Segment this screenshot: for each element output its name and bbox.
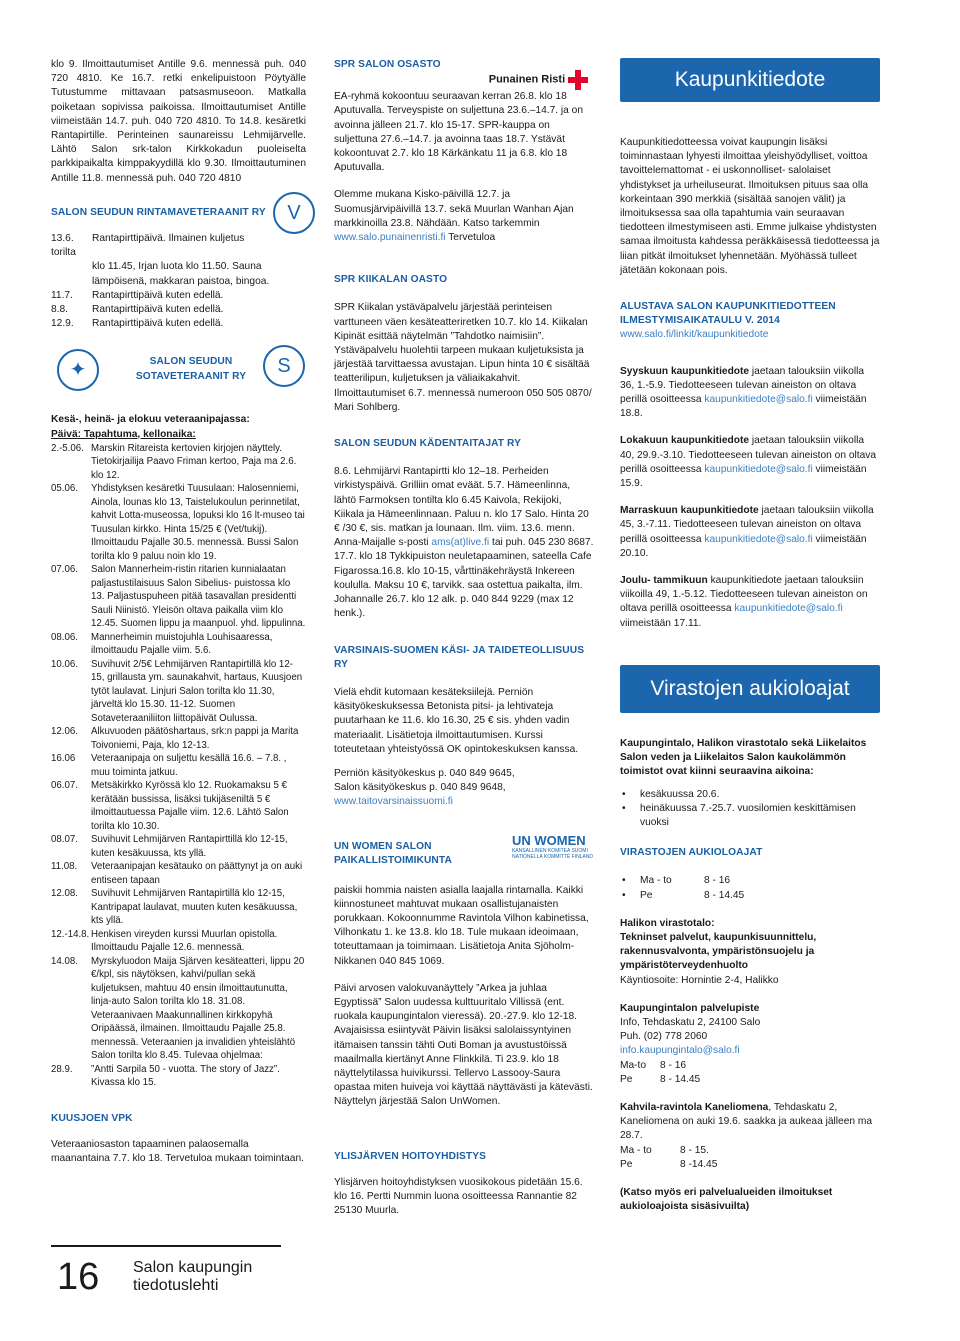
vs-heading: VARSINAIS-SUOMEN KÄSI- JA TAIDETEOLLISUUS RY [334, 644, 585, 670]
page-footer [51, 1245, 281, 1305]
list-item: 28.9. ”Antti Sarpila 50 - vuotta. The story of Jazz”. Kivassa klo 15. [51, 1063, 280, 1089]
schedule-link[interactable]: www.salo.fi/linkit/kaupunkitiedote [620, 329, 769, 341]
list-item: torilta [51, 247, 76, 259]
list-item: 12.9. Rantapirttipäivä kuten edellä. [51, 318, 224, 330]
veteran-badge-icon: ✦ [57, 349, 99, 391]
kiikala-text: SPR Kiikalan ystäväpalvelu järjestää perinteisen varttuneen väen kesäteatteriretken 10.7. klo 14. Kiikalan Kipinät esittää näytelmän ”Tahdotko naimisiin”. Ystäväpalvelu huolehtii tarpeen mukaan kuljetuksista ja järjestää tarvittaessa avustajan. Lipun hinta 10 € sisältää teatterilipun, kuljetuksen ja väliaikakahvit. Ilmoittautumiset 6.7. mennessä numeroon 050 505 0870/ Mari Sohlberg. [334, 302, 592, 413]
list-item: 06.07. Metsäkirkko Kyrössä klo 12. Ruokamaksu 5 € kerätään bussissa, lisäksi tukijäseniltä 5 € ilmoittautuessa Pajalle viim. 12.6. Lähtö Salon torilta klo 10.30. [51, 780, 289, 832]
unwomen-heading-2: PAIKALLISTOIMIKUNTA [334, 854, 452, 866]
kadentaitajat-email[interactable]: ams(at)live.fi [431, 537, 490, 549]
vs-link[interactable]: www.taitovarsinaissuomi.fi [334, 796, 453, 808]
kuusjoki-text: Veteraaniosaston tapaaminen palaosemalla maanantaina 7.7. klo 18. Tervetuloa mukaan toimintaan. [51, 1139, 304, 1165]
list-item: • Pe 8 - 14.45 [620, 889, 880, 903]
list-item: 11.7. Rantapirttipäivä kuten edellä. [51, 289, 224, 301]
palvelupiste-hours: Ma-to 8 - 16 [620, 1059, 687, 1071]
kadentaitajat-heading: SALON SEUDUN KÄDENTAITAJAT RY [334, 438, 522, 450]
list-item: 05.06. Yhdistyksen kesäretki Tuusulaan: Halosenniemi, Ainola, lounas klo 13, Taistelukoulun perinnetilat, kahvit Lotta-museossa, lopuksi klo 16 lt-museo tai Tuusulan kirkko. Hinta 15/25 € (Vet/tukij). Ilmoittaudu Pajalle 30.5. mennessä. Bussi Salon torilta klo 9 paluu noin klo 19. [51, 483, 305, 562]
list-item: 08.07. Suvihuvit Lehmijärven Rantapirttillä klo 12-15, kuten kesäkuussa, kts yllä. [51, 834, 288, 859]
list-item: 07.06. Salon Mannerheim-ristin ritarien kunnialaatan paljastustilaisuus Salon Sibelius- puistossa klo 13. Paljastuspuheen pitää tasavallan presidentti Sauli Niinistö. Yleisön oltava paikalla viim klo 12.45. Suomen lippu ja maanpuol. yhd. lippulinna. [51, 564, 306, 630]
events-list [51, 442, 306, 1090]
palvelupiste-hours: Pe 8 - 14.45 [620, 1073, 701, 1085]
page-number: 16 [57, 1256, 100, 1298]
list-item: 2.-5.06. Marskin Ritareista kertovien kirjojen näyttely. Tietokirjailija Paavo Friman kertoo, Paja ma 2.6. klo 12. [51, 442, 297, 481]
schedule-heading: ALUSTAVA SALON KAUPUNKITIEDOTTEEN ILMESTYMISAIKATAULU V. 2014 [620, 301, 836, 327]
list-item: • kesäkuussa 20.6. [620, 788, 880, 802]
column-left [51, 58, 306, 1166]
sota-heading-1: SALON SEUDUN [149, 356, 233, 368]
unwomen-header [334, 832, 594, 874]
schedule-item: Syyskuun kaupunkitiedote jaetaan talouksiin viikolla 36, 1.-5.9. Tiedotteeseen tulevan aineiston on oltava perillä osoitteessa kaupunkitiedote@salo.fi viimeistään 18.8. [620, 365, 867, 420]
schedule-item: Joulu- tammikuun kaupunkitiedote jaetaan talouksiin viikoilla 49, 1.-5.12. Tiedotteeseen tulevan aineiston on oltava perillä osoitteessa kaupunkitiedote@salo.fi viimeistään 17.11. [620, 575, 868, 629]
unwomen-text-2: Päivi arvosen valokuvanäyttely ”Arkea ja juhlaa Egyptissä” Salon uudessa kulttuuritalo Villissä (ent. ruokala kaupungintalon vieressä). 20.-27.9. klo 12-18. Avajaisissa esiintyvät Päivin lisäksi salolaissyntyinen itämaisen tanssin tähti Outi Boman ja avustustöissä maailmalla kiertänyt Anne Flinkkilä. Ti 23.9. klo 18 näyttelytilassa huivikurssi. Tellervo Lassooy-Saura opastaa miten huiveja voi käyttää näyttävästi ja kätevästi. Näyttelyn järjestää Salon UnWomen. [334, 982, 593, 1108]
email-link[interactable]: kaupunkitiedote@salo.fi [704, 533, 813, 545]
halikko-subheading: Tekninset palvelut, kaupunkisuunnittelu, rakennusvalvonta, ympäristönsuojelu ja ympäristöterveydenhuolto [620, 931, 817, 972]
unwomen-logo: UN WOMEN KANSALLINEN KOMITEA SUOMI NATIONELLA KOMMITTÉ FINLAND [512, 832, 594, 860]
list-item: 8.8. Rantapirttipäivä kuten edellä. [51, 304, 224, 316]
sota-header [51, 341, 306, 399]
footer-rule [51, 1245, 281, 1247]
spr-text: EA-ryhmä kokoontuu seuraavan kerran 26.8. klo 18 Aputuvalla. Terveyspiste on suljettuna 23.6.–14.7. ja on avoinna jälleen 21.7. klo 15-17. SPR-kauppa on suljettuna 27.6.–14.7. ja avoinna taas 18.7. Ystävät kokoontuvat 2.7. klo 18 Kärkänkatu 11 ja 6.8. klo 18 Aputuvalla. [334, 91, 584, 174]
list-item: 08.06. Mannerheimin muistojuhla Louhisaaressa, ilmoittaudu Pajalle viim. 5.6. [51, 631, 273, 657]
list-item: 12.08. Suvihuvit Lehmijärven Rantapirtillä klo 12-15, Kantripapat laulavat, muuten kuten kesäkuussa, kts yllä. [51, 888, 298, 927]
kaupunkitiedote-banner: Kaupunkitiedote [620, 58, 880, 102]
palvelupiste-line: Info, Tehdaskatu 2, 24100 Salo [620, 1016, 761, 1028]
spr-link[interactable]: www.salo.punainenristi.fi [334, 232, 446, 244]
list-item: 11.08. Veteraanipajan kesätauko on päättynyt ja on auki entiseen tapaan [51, 861, 303, 886]
unwomen-heading-1: UN WOMEN SALON [334, 840, 432, 852]
note-text: (Katso myös eri palvelualueiden ilmoitukset aukioloajoista sisäsivuilta) [620, 1186, 833, 1213]
palvelupiste-line: Puh. (02) 778 2060 [620, 1031, 708, 1043]
vs-contact-2: Salon käsityökeskus p. 040 849 9648, [334, 782, 506, 794]
ylisjarvi-heading: YLISJÄRVEN HOITOYHDISTYS [334, 1150, 487, 1162]
spr-logo-text: Punainen Risti [488, 73, 566, 86]
rintama-list [51, 232, 306, 331]
kahvila-hours: Ma - to 8 - 15. [620, 1144, 709, 1156]
halikko-heading: Halikon virastotalo: [620, 917, 715, 929]
spr-logo [334, 70, 594, 90]
aukioloajat-banner: Virastojen aukioloajat [620, 665, 880, 713]
list-item: 12.06. Alkuvuoden päätöshartaus, srk:n pappi ja Marita Toivoniemi, Paja, klo 12-13. [51, 726, 299, 751]
schedule-item: Lokakuun kaupunkitiedote jaetaan talouksiin viikolla 40, 29.9.-3.10. Tiedotteeseen tulevan aineiston on oltava perillä osoitteessa kaupunkitiedote@salo.fi viimeistään 15.9. [620, 435, 877, 490]
summer-columns: Päivä: Tapahtuma, kellonaika: [51, 428, 196, 440]
list-item: 12.-14.8. Henkisen vireyden kurssi Muurlan opistolla. Ilmoittaudu Pajalle 12.6. mennessä. [51, 928, 278, 954]
virasto-heading: VIRASTOJEN AUKIOLOAJAT [620, 847, 763, 859]
email-link[interactable]: kaupunkitiedote@salo.fi [734, 603, 843, 615]
kaupunkitiedote-intro: Kaupunkitiedotteessa voivat kaupungin lisäksi toiminnastaan lyhyesti ilmoittaa yleishyödylliset, voittoa tavoittelemattomat - ei uskonnolliset- salolaiset yhdistykset ja urheiluseurat. Ilmoituksen pituus saa olla korkeintaan 390 merkkiä (sisältää sanojen välit) ja ilmoituksessa saa olla tapahtumia vain seuraavan tiedotteen ilmestymiseen asti. Emme julkaise yhdistysten samaa ilmoitusta kahdessa peräkkäisessä tiedotteessa ja liian pitkät ilmoitukset lyhennetään. Myöhässä tulleet jätetään kokonaan pois. [620, 137, 880, 276]
kahvila-hours: Pe 8 -14.45 [620, 1158, 718, 1170]
vs-text: Vielä ehdit kutomaan kesäteksiilejä. Perniön käsityökeskuksessa Betonista pitsi- ja lehtivateja puutarhaan ke 11.6. klo 16.30, 25 € sis. yhden vadin materiaalit. Lisätietoja ilmoittautumisen. Kurssi toteutetaan yhteistyössä OK opintokeskuksen kanssa. [334, 686, 579, 755]
kiikala-heading: SPR KIIKALAN OASTO [334, 274, 448, 286]
hours-list [620, 874, 880, 902]
publication-name: Salon kaupungin tiedotuslehti [133, 1259, 253, 1294]
veteran-emblem-icon: V [273, 192, 315, 234]
closed-list [620, 788, 880, 831]
red-cross-icon [568, 70, 588, 90]
summer-title: Kesä-, heinä- ja elokuu veteraanipajassa: [51, 414, 250, 426]
palvelupiste-email[interactable]: info.kaupungintalo@salo.fi [620, 1045, 740, 1057]
list-item: 13.6. Rantapirttipäivä. Ilmainen kuljetus [51, 233, 245, 245]
intro-text: klo 9. Ilmoittautumiset Antille 9.6. mennessä puh. 040 720 4810. Ke 16.7. retki enkelipuistoon Pöytyälle Tutustumme mittavaan patsasmuseoon. Matkalla poiketaan sopivissa paikoissa. Ilmoittautumiset Antille viimeistään 14.7. puh. 040 720 4810. To 14.8. kesäretki Rantapirtille. Perinteinen saunareissu Lehmijärvelle. Lähtö Salon srk-talon Kirkkokadun puoleiselta parkkipaikalta kimppakyydillä klo 9.30. Ilmoittautuminen Antille 11.8. mennessä puh. 040 720 4810 [51, 59, 306, 184]
kadentaitajat-text: 8.6. Lehmijärvi Rantapirtti klo 12–18. Perheiden virkistyspäivä. Grilliin omat eväät. 5.7. Hämeenlinna, lähtö Farmoksen tontilta klo 6.45 Kaivola, Rekijoki, Kiikala ja Hämeenlinnaan. Paluu n. klo 17 Salo. Hinta 20 € /30 €, sis. matkan ja lounaan. Ilm. viim. 13.6. menn. Anna-Maijalle s-posti ams(at)live.fi tai puh. 045 230 8687. 17.7. klo 18 Tykkipuiston neuletapaaminen, sateella Cafe Figarossa.16.8. klo 10-15, vårttinäkehräystä Inkereen koululla. Maksu 10 €, tarvikk. saa ostettua paikalta, ilm. Johannalle 26.7. klo 12 alk. p. 040 844 9229 (max 12 henk.). [334, 466, 594, 620]
sota-heading-2: SOTAVETERAANIT RY [135, 370, 247, 382]
vs-contact-1: Perniön käsityökeskus p. 040 849 9645, [334, 767, 515, 779]
rintama-heading: SALON SEUDUN RINTAMAVETERAANIT RY [51, 206, 266, 218]
list-item: 10.06. Suvihuvit 2/5€ Lehmijärven Rantapirtillä klo 12-15, grillausta ym. saunakahvit, hartaus, Kuusjoen tytöt laulavat. Linjuri Salon torilta klo 11.30, järveltä klo 15.30. 11-12. Suomen Sotaveteraaniliiton liittopäivät Oulussa. [51, 658, 303, 724]
spr-heading: SPR SALON OSASTO [334, 59, 441, 70]
ylisjarvi-text: Ylisjärven hoitoyhdistyksen vuosikokous pidetään 15.6. klo 16. Pertti Nummin luona osoitteessa Rannantie 82 25130 Muurla. [334, 1176, 583, 1217]
palvelupiste-heading: Kaupungintalon palvelupiste [620, 1002, 760, 1014]
list-item: 16.06 Veteraanipaja on suljettu kesällä 16.6. – 7.8. , muu toiminta jatkuu. [51, 753, 287, 778]
email-link[interactable]: kaupunkitiedote@salo.fi [704, 394, 813, 406]
closed-intro: Kaupungintalo, Halikon virastotalo sekä Liikelaitos Salon veden ja Liikelaitos Salon kaukolämmön toimistot ovat kiinni seuraavina aikoina: [620, 737, 867, 778]
rintama-section [51, 201, 306, 224]
list-item: • heinäkuussa 7.-25.7. vuosilomien keskittämisen vuoksi [620, 802, 880, 830]
kahvila-text: Kahvila-ravintola Kaneliomena, Tehdaskatu 2, Kaneliomena on auki 19.6. saakka ja aukeaa jälleen ma 28.7. [620, 1101, 873, 1142]
list-item: • Ma - to 8 - 16 [620, 874, 880, 888]
schedule-item: Marraskuun kaupunkitiedote jaetaan talouksiin viikolla 45, 3.-7.11. Tiedotteeseen tulevan aineiston on oltava perillä osoitteessa kaupunkitiedote@salo.fi viimeistään 20.10. [620, 505, 874, 559]
sota-emblem-icon: S [263, 345, 305, 387]
list-item: 14.08. Myrskyluodon Maija Sjärven kesäteatteri, lippu 20 €/kpl, sis näytöksen, kahvi/pullan sekä kuljetuksen, mahtuu 40 ensin ilmoittautunutta, linja-auto Salon torilta klo 18. 31.08. Veteraanivaen Maakunnallinen kirkkopyhä Oripäässä, ilmainen. Ilmoittaudu Pajalle 25.8. mennessä. Veteraanien ja invalidien yhteislähtö Salon torilta klo 8.45. Tulevaa ohjelmaa: [51, 955, 305, 1062]
email-link[interactable]: kaupunkitiedote@salo.fi [704, 463, 813, 475]
list-item: klo 11.45, Irjan luota klo 11.50. Sauna lämpöisenä, makkaran paistoa, bingoa. [92, 261, 270, 287]
spr-text-2: Olemme mukana Kisko-päivillä 12.7. ja Suomusjärvipäivillä 13.7. sekä Muurlan Wanhan Ajan markkinoilla 23.8. Nähdään. Katso tarkemmin www.salo.punainenristi.fi Tervetuloa [334, 189, 574, 244]
kuusjoki-heading: KUUSJOEN VPK [51, 1112, 133, 1124]
unwomen-text-1: paiskii hommia naisten asialla laajalla rintamalla. Kaikki kiinnostuneet mahtuvat mukaan osallistujanaisten porukkaan. Kokoonnumme Ravintola Vilhon kabinetissa, Vilhonkatu 1. ke 13.8. klo 18. Tule mukaan ideoimaan, toteuttamaan ja toimimaan. Lisätietoja Anita Sjöholm-Nikkanen 040 845 1069. [334, 884, 589, 967]
column-right [620, 58, 880, 1214]
halikko-address: Käyntiosoite: Hornintie 2-4, Halikko [620, 974, 779, 986]
column-middle [334, 58, 594, 1218]
